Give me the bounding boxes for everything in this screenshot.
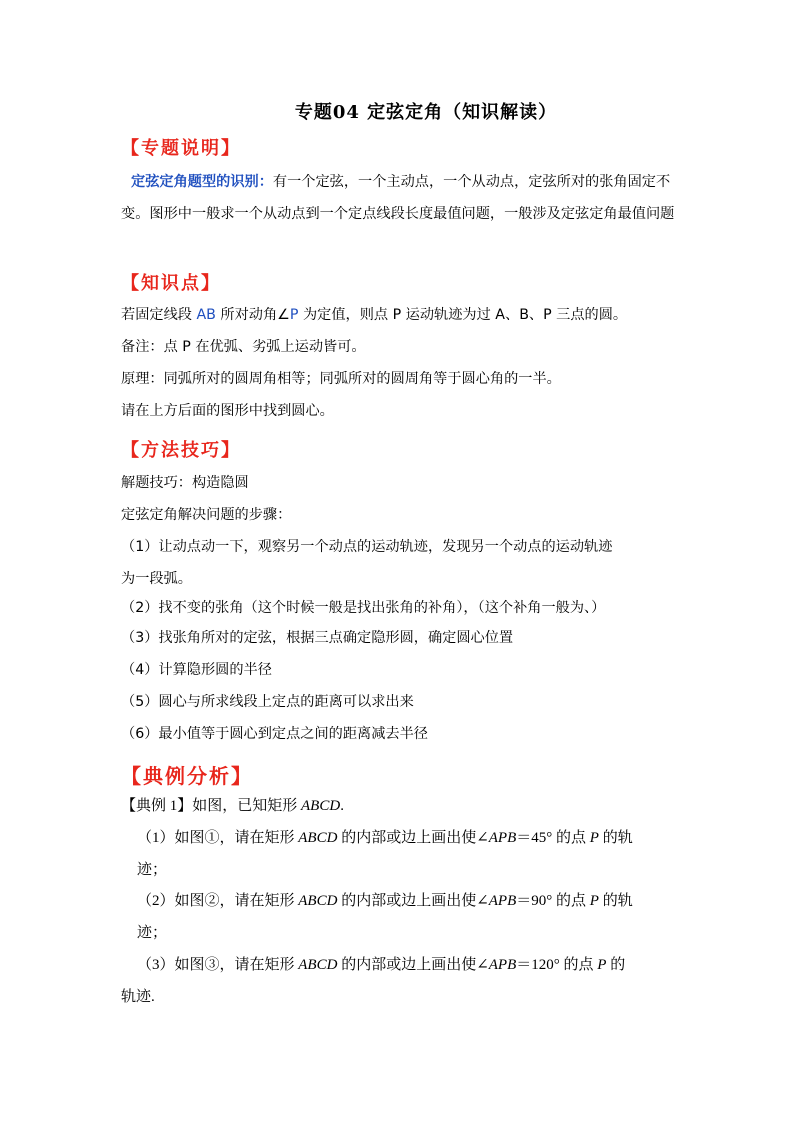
angle-apb: APB [488, 957, 517, 973]
knowledge-line-3: 原理：同弧所对的圆周角相等；同弧所对的圆周角等于圆心角的一半。 [121, 371, 561, 387]
point-p: P [589, 893, 599, 909]
method-step-3: （3）找张角所对的定弦，根据三点确定隐形圆，确定圆心位置 [121, 630, 514, 646]
point-p: P [597, 957, 607, 973]
example-text: . [340, 798, 344, 814]
question-1-line-1 [137, 828, 633, 848]
q-text: （1）如图①，请在矩形 [137, 830, 299, 846]
knowledge-line-2: 备注：点 P 在优弧、劣弧上运动皆可。 [121, 339, 366, 355]
section-heading-topic: 【专题说明】 [121, 138, 241, 159]
method-step-2: （2）找不变的张角（这个时候一般是找出张角的补角），（这个补角一般为、） [121, 600, 606, 616]
q-text: 的 [606, 957, 626, 973]
question-2-line-2: 迹； [137, 925, 168, 941]
method-step-1b: 为一段弧。 [121, 571, 192, 587]
knowledge-text: 若固定线段 [121, 307, 197, 323]
knowledge-line-1 [121, 305, 627, 325]
segment-ab: AB [196, 307, 216, 323]
question-1-line-2: 迹； [137, 862, 168, 878]
intro-paragraph [121, 166, 677, 230]
q-text: 的内部或边上画出使∠ [337, 893, 489, 909]
intro-text: 有一个定弦，一个主动点，一个从动点，定弦所对的张角固定不变。图形中一般求一个从动点到一个定点线段长度最值问题，一般涉及定弦定角最值问题 [121, 174, 675, 222]
q-text: ＝120° 的点 [516, 957, 598, 973]
knowledge-line-4: 请在上方后面的图形中找到圆心。 [121, 403, 334, 419]
method-step-1a: （1）让动点动一下，观察另一个动点的运动轨迹，发现另一个动点的运动轨迹 [121, 539, 613, 555]
angle-p: P [289, 307, 299, 323]
example-heading [121, 796, 344, 816]
method-step-4: （4）计算隐形圆的半径 [121, 662, 272, 678]
example-text: 【典例 1】如图，已知矩形 [121, 798, 302, 814]
method-tip: 解题技巧：构造隐圆 [121, 475, 249, 491]
method-step-5: （5）圆心与所求线段上定点的距离可以求出来 [121, 694, 414, 710]
angle-apb: APB [488, 830, 517, 846]
method-step-6: （6）最小值等于圆心到定点之间的距离减去半径 [121, 726, 428, 742]
q-text: （2）如图②，请在矩形 [137, 893, 299, 909]
knowledge-text: 为定值，则点 P 运动轨迹为过 A、B、P 三点的圆。 [298, 307, 628, 323]
rect-abcd: ABCD [298, 830, 338, 846]
q-text: 的内部或边上画出使∠ [337, 957, 489, 973]
question-3-line-1 [137, 955, 625, 975]
q-text: 的内部或边上画出使∠ [337, 830, 489, 846]
q-text: ＝45° 的点 [516, 830, 590, 846]
intro-label: 定弦定角题型的识别： [131, 174, 273, 190]
question-2-line-1 [137, 891, 633, 911]
section-heading-knowledge: 【知识点】 [121, 273, 221, 294]
rect-abcd: ABCD [301, 798, 341, 814]
section-heading-example: 【典例分析】 [121, 764, 253, 788]
q-text: 的轨 [598, 830, 633, 846]
section-heading-method: 【方法技巧】 [121, 440, 241, 461]
q-text: ＝90° 的点 [516, 893, 590, 909]
rect-abcd: ABCD [298, 957, 338, 973]
question-3-line-2: 轨迹. [121, 989, 155, 1005]
page-title: 专题04 定弦定角（知识解读） [294, 102, 558, 123]
method-steps-title: 定弦定角解决问题的步骤： [121, 507, 292, 523]
point-p: P [589, 830, 599, 846]
q-text: （3）如图③，请在矩形 [137, 957, 299, 973]
q-text: 的轨 [598, 893, 633, 909]
angle-apb: APB [488, 893, 517, 909]
knowledge-text: 所对动角∠ [215, 307, 290, 323]
rect-abcd: ABCD [298, 893, 338, 909]
